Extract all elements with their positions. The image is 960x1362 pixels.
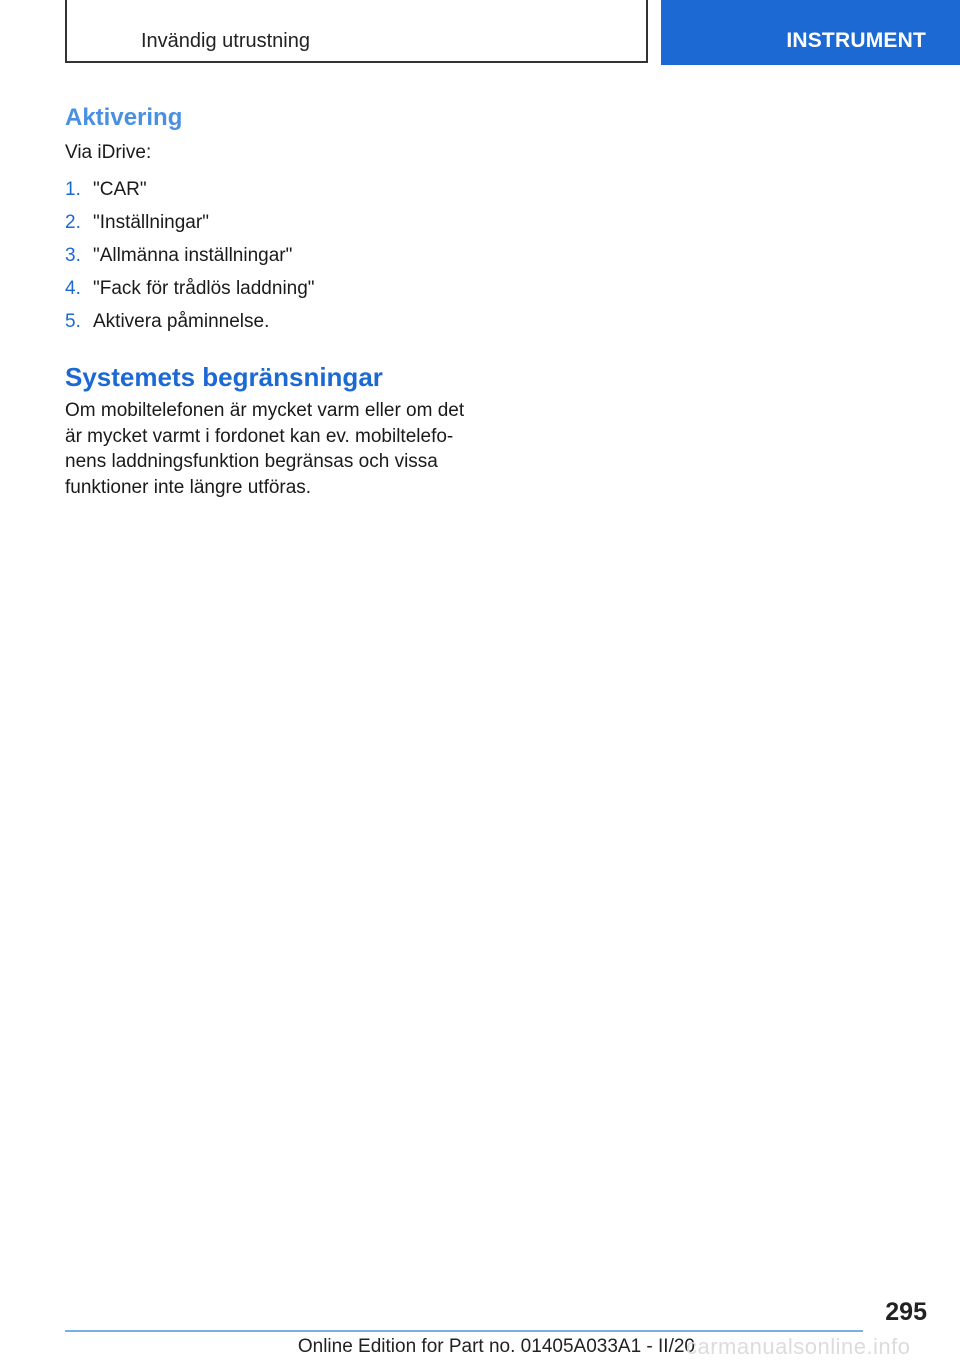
paragraph-line: Om mobiltelefonen är mycket varm eller om det [65,400,465,421]
step-text: "Fack för trådlös laddning" [93,278,315,299]
paragraph-line: nens laddningsfunktion begränsas och vissa [65,451,438,472]
header-tab-instrument[interactable] [661,0,960,65]
paragraph-line: funktioner inte längre utföras. [65,476,312,498]
step-text: "Allmänna inställningar" [93,245,293,266]
step-item [65,206,485,239]
main-content [65,101,485,500]
step-number: 2. [65,212,81,233]
footer-divider [65,1330,863,1332]
header-tab-label: INSTRUMENT [786,29,926,52]
step-text: "Inställningar" [93,212,209,233]
step-item [65,305,485,338]
activation-intro: Via iDrive: [65,142,152,163]
step-number: 5. [65,311,81,332]
step-number: 1. [65,179,81,200]
step-item [65,272,485,305]
activation-steps-list [65,173,485,338]
limits-heading: Systemets begränsningar [65,362,383,392]
paragraph-line: är mycket varmt i fordonet kan ev. mobiltelefo- [65,425,454,447]
step-text: Aktivera påminnelse. [93,311,270,332]
page-number: 295 [885,1298,927,1326]
step-number: 3. [65,245,81,266]
watermark-text: carmanualsonline.info [686,1334,911,1359]
footer-edition-text: Online Edition for Part no. 01405A033A1 - II/20 [297,1336,695,1357]
step-item [65,239,485,272]
step-text: "CAR" [93,179,147,200]
header-frame [65,0,648,63]
limits-paragraph [65,398,485,500]
activation-heading: Aktivering [65,104,183,131]
header-section-title: Invändig utrustning [140,30,310,52]
step-number: 4. [65,278,81,299]
step-item [65,173,485,206]
